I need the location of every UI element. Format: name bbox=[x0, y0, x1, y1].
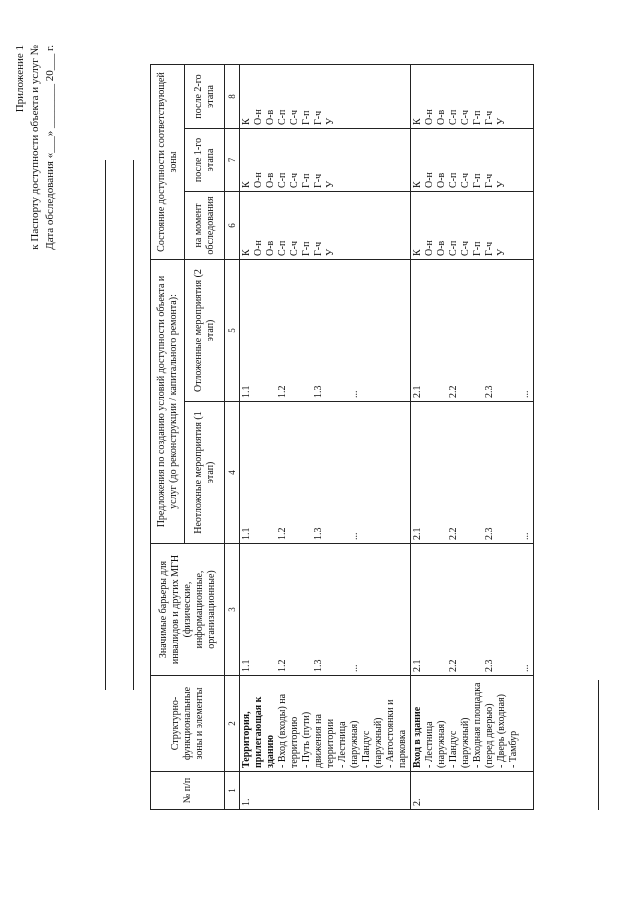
barrier-item: 1.1 bbox=[241, 659, 252, 672]
header-status-group: Состояние доступности соответствующей зоны bbox=[151, 64, 185, 259]
column-number: 8 bbox=[225, 64, 240, 128]
deferred-cell bbox=[411, 260, 534, 402]
status-code: Г-ч bbox=[484, 110, 495, 125]
status-code: Г-п bbox=[301, 110, 312, 125]
status-code: О-н bbox=[424, 109, 435, 125]
status-code: Г-ч bbox=[484, 173, 495, 188]
status-code: С-ч bbox=[460, 109, 471, 125]
row-number: 2. bbox=[411, 772, 534, 810]
row-number: 1. bbox=[240, 772, 411, 810]
org-name-rule bbox=[105, 160, 106, 690]
zone-title: Территория, прилегающая к зданию bbox=[241, 696, 276, 768]
urgent-cell bbox=[411, 402, 534, 544]
header-num: № п/п bbox=[151, 772, 225, 810]
deferred-cell bbox=[240, 260, 411, 402]
urgent-cell bbox=[240, 402, 411, 544]
header-proposals-group: Предложения по созданию условий доступности объекта и услуг (до реконструкции / капитального ремонта): bbox=[151, 260, 185, 544]
status-stage1-cell bbox=[411, 129, 534, 192]
barrier-item: ... bbox=[520, 664, 531, 672]
status-code: О-в bbox=[265, 109, 276, 125]
barrier-item: 1.3 bbox=[313, 659, 324, 672]
status-code: О-в bbox=[436, 109, 447, 125]
status-code: О-н bbox=[424, 240, 435, 256]
address-rule bbox=[133, 160, 134, 690]
urgent-item: ... bbox=[349, 532, 360, 540]
deferred-item: 2.3 bbox=[484, 385, 495, 398]
column-number: 6 bbox=[225, 192, 240, 260]
table-row bbox=[240, 64, 411, 809]
status-code: О-н bbox=[424, 172, 435, 188]
status-code: О-н bbox=[253, 109, 264, 125]
status-code: К bbox=[412, 118, 423, 125]
barriers-cell bbox=[240, 544, 411, 676]
zone-title: Вход в здание bbox=[412, 706, 423, 768]
status-code: У bbox=[325, 248, 336, 256]
deferred-item: 1.3 bbox=[313, 385, 324, 398]
zone-element: - Тамбур bbox=[508, 730, 519, 768]
column-number: 4 bbox=[225, 402, 240, 544]
status-code: Г-ч bbox=[313, 173, 324, 188]
status-code: К bbox=[241, 118, 252, 125]
zone-element: - Входная площадка (перед дверью) bbox=[472, 682, 495, 768]
status-code: О-в bbox=[265, 172, 276, 188]
deferred-item: ... bbox=[520, 390, 531, 398]
status-code: О-в bbox=[436, 240, 447, 256]
status-code: С-п bbox=[277, 109, 288, 125]
status-stage2-cell bbox=[411, 64, 534, 128]
status-now-cell bbox=[240, 192, 411, 260]
deferred-item: 1.2 bbox=[277, 385, 288, 398]
status-code: С-п bbox=[277, 240, 288, 256]
deferred-item: 2.2 bbox=[448, 385, 459, 398]
status-code: С-п bbox=[448, 240, 459, 256]
zone-element: - Пандус (наружный) bbox=[448, 717, 471, 768]
status-code: У bbox=[496, 248, 507, 256]
barrier-item: ... bbox=[349, 664, 360, 672]
status-code: О-н bbox=[253, 172, 264, 188]
status-code: С-п bbox=[448, 109, 459, 125]
status-stage1-cell bbox=[240, 129, 411, 192]
appendix-line-1: Приложение 1 bbox=[14, 45, 26, 113]
header-barriers: Значимые барьеры для инвалидов и других МГН (физические, информационные, организационные) bbox=[151, 544, 225, 676]
status-code: О-в bbox=[265, 240, 276, 256]
barrier-item: 2.3 bbox=[484, 659, 495, 672]
footnote-rule bbox=[598, 680, 599, 810]
header-status-stage2: после 2-го этапа bbox=[185, 64, 225, 128]
column-number: 2 bbox=[225, 676, 240, 772]
status-code: С-ч bbox=[289, 172, 300, 188]
header-status-now: на момент обследования bbox=[185, 192, 225, 260]
status-code: С-п bbox=[448, 172, 459, 188]
status-code: Г-п bbox=[472, 241, 483, 256]
header-urgent: Неотложные мероприятия (1 этап) bbox=[185, 402, 225, 544]
status-code: Г-ч bbox=[484, 241, 495, 256]
column-number: 5 bbox=[225, 260, 240, 402]
appendix-line-3: Дата обследования «___» ________ 20___ г. bbox=[44, 45, 56, 250]
urgent-item: 2.1 bbox=[412, 527, 423, 540]
status-code: У bbox=[496, 117, 507, 125]
status-code: К bbox=[412, 249, 423, 256]
status-code: К bbox=[241, 249, 252, 256]
status-code: С-ч bbox=[460, 172, 471, 188]
status-code: Г-п bbox=[301, 173, 312, 188]
status-code: К bbox=[412, 181, 423, 188]
column-number: 7 bbox=[225, 129, 240, 192]
zone-element: - Вход (входы) на территорию bbox=[277, 693, 300, 768]
barriers-cell bbox=[411, 544, 534, 676]
urgent-item: 1.2 bbox=[277, 527, 288, 540]
urgent-item: 1.1 bbox=[241, 527, 252, 540]
status-code: С-ч bbox=[460, 240, 471, 256]
document-title bbox=[62, 60, 78, 845]
status-code: О-в bbox=[436, 172, 447, 188]
status-code: С-ч bbox=[289, 109, 300, 125]
barrier-item: 2.1 bbox=[412, 659, 423, 672]
barrier-item: 1.2 bbox=[277, 659, 288, 672]
status-code: Г-п bbox=[472, 173, 483, 188]
barrier-item: 2.2 bbox=[448, 659, 459, 672]
table-row bbox=[411, 64, 534, 809]
zone-cell bbox=[240, 676, 411, 772]
status-code: К bbox=[241, 181, 252, 188]
status-stage2-cell bbox=[240, 64, 411, 128]
zone-element: - Лестница (наружная) bbox=[424, 720, 447, 768]
status-code: У bbox=[496, 180, 507, 188]
zone-element: - Путь (пути) движения на территории bbox=[301, 711, 336, 768]
urgent-item: ... bbox=[520, 532, 531, 540]
appendix-line-2: к Паспорту доступности объекта и услуг № bbox=[29, 45, 41, 250]
status-code: С-п bbox=[277, 172, 288, 188]
column-number: 1 bbox=[225, 772, 240, 810]
deferred-item: 2.1 bbox=[412, 385, 423, 398]
status-code: Г-п bbox=[301, 241, 312, 256]
status-code: Г-ч bbox=[313, 110, 324, 125]
status-code: О-н bbox=[253, 240, 264, 256]
status-code: У bbox=[325, 117, 336, 125]
status-now-cell bbox=[411, 192, 534, 260]
status-code: У bbox=[325, 180, 336, 188]
zone-element: - Автостоянки и парковка bbox=[385, 699, 408, 768]
urgent-item: 2.3 bbox=[484, 527, 495, 540]
survey-results-table bbox=[150, 64, 534, 810]
deferred-item: 1.1 bbox=[241, 385, 252, 398]
urgent-item: 1.3 bbox=[313, 527, 324, 540]
deferred-item: ... bbox=[349, 390, 360, 398]
column-number: 3 bbox=[225, 544, 240, 676]
zone-element: - Пандус (наружный) bbox=[361, 717, 384, 768]
header-status-stage1: после 1-го этапа bbox=[185, 129, 225, 192]
status-code: Г-п bbox=[472, 110, 483, 125]
zone-cell bbox=[411, 676, 534, 772]
header-deferred: Отложенные мероприятия (2 этап) bbox=[185, 260, 225, 402]
status-code: Г-ч bbox=[313, 241, 324, 256]
zone-element: - Дверь (входная) bbox=[496, 693, 507, 768]
header-zone: Структурно-функциональные зоны и элементы bbox=[151, 676, 225, 772]
urgent-item: 2.2 bbox=[448, 527, 459, 540]
zone-element: - Лестница (наружная) bbox=[337, 720, 360, 768]
status-code: С-ч bbox=[289, 240, 300, 256]
